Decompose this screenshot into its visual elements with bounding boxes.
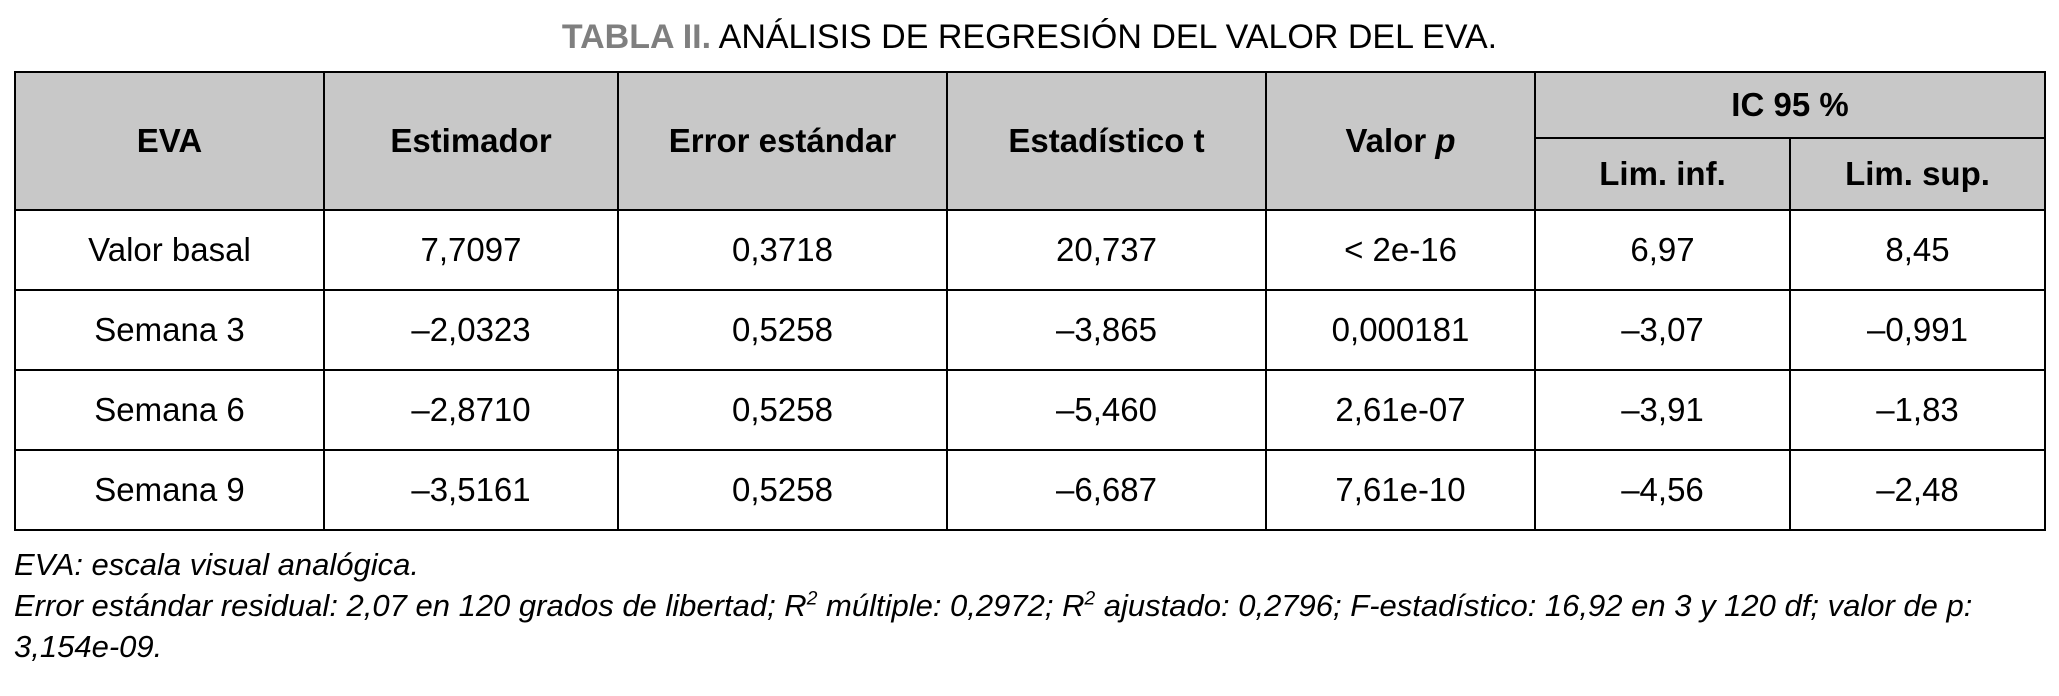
cell-error-estandar: 0,5258 bbox=[618, 290, 947, 370]
header-error-estandar: Error estándar bbox=[618, 72, 947, 210]
footnote-statistics bbox=[14, 586, 2046, 668]
cell-lim-inf: –3,91 bbox=[1535, 370, 1790, 450]
cell-valor-p: < 2e-16 bbox=[1266, 210, 1535, 290]
header-estadistico-t: Estadístico t bbox=[947, 72, 1266, 210]
cell-valor-p: 0,000181 bbox=[1266, 290, 1535, 370]
footnote-abbreviation: EVA: escala visual analógica. bbox=[14, 547, 419, 583]
footnote-stats-part3: ajustado: 0,2796; F-estadístico: 16,92 en 3 y 120 df; valor de p: 3,154e-09. bbox=[14, 588, 1973, 664]
cell-error-estandar: 0,5258 bbox=[618, 450, 947, 530]
cell-lim-sup: –1,83 bbox=[1790, 370, 2045, 450]
cell-eva: Semana 9 bbox=[15, 450, 324, 530]
footnote-superscript-r2-b: 2 bbox=[1084, 588, 1096, 610]
header-row-primary bbox=[15, 72, 2045, 138]
cell-eva: Semana 6 bbox=[15, 370, 324, 450]
cell-estimador: –3,5161 bbox=[324, 450, 618, 530]
table-row bbox=[15, 210, 2045, 290]
table-body bbox=[15, 210, 2045, 530]
header-eva: EVA bbox=[15, 72, 324, 210]
cell-estimador: –2,8710 bbox=[324, 370, 618, 450]
cell-estadistico-t: –5,460 bbox=[947, 370, 1266, 450]
cell-eva: Valor basal bbox=[15, 210, 324, 290]
cell-error-estandar: 0,5258 bbox=[618, 370, 947, 450]
footnote-superscript-r2-a: 2 bbox=[806, 588, 818, 610]
table-row bbox=[15, 290, 2045, 370]
cell-lim-sup: –0,991 bbox=[1790, 290, 2045, 370]
header-valor-p-prefix: Valor bbox=[1345, 122, 1436, 160]
cell-estadistico-t: –3,865 bbox=[947, 290, 1266, 370]
table-caption bbox=[14, 10, 2045, 71]
footnote-stats-part1: Error estándar residual: 2,07 en 120 grados de libertad; R bbox=[14, 588, 807, 623]
cell-estimador: –2,0323 bbox=[324, 290, 618, 370]
cell-lim-inf: 6,97 bbox=[1535, 210, 1790, 290]
caption-label: TABLA II. bbox=[561, 18, 712, 56]
table-row bbox=[15, 370, 2045, 450]
header-valor-p bbox=[1266, 72, 1535, 210]
table-footnotes bbox=[14, 531, 2046, 668]
cell-estadistico-t: 20,737 bbox=[947, 210, 1266, 290]
header-lim-inf: Lim. inf. bbox=[1535, 138, 1790, 210]
header-estimador: Estimador bbox=[324, 72, 618, 210]
header-ic-95: IC 95 % bbox=[1535, 72, 2045, 138]
caption-text: ANÁLISIS DE REGRESIÓN DEL VALOR DEL EVA. bbox=[711, 18, 1498, 56]
cell-error-estandar: 0,3718 bbox=[618, 210, 947, 290]
cell-lim-inf: –4,56 bbox=[1535, 450, 1790, 530]
cell-lim-sup: –2,48 bbox=[1790, 450, 2045, 530]
cell-valor-p: 2,61e-07 bbox=[1266, 370, 1535, 450]
cell-estimador: 7,7097 bbox=[324, 210, 618, 290]
header-valor-p-symbol: p bbox=[1435, 122, 1456, 160]
cell-eva: Semana 3 bbox=[15, 290, 324, 370]
table-head bbox=[15, 72, 2045, 210]
cell-lim-sup: 8,45 bbox=[1790, 210, 2045, 290]
cell-lim-inf: –3,07 bbox=[1535, 290, 1790, 370]
cell-valor-p: 7,61e-10 bbox=[1266, 450, 1535, 530]
footnote-stats-part2: múltiple: 0,2972; R bbox=[817, 588, 1085, 623]
header-lim-sup: Lim. sup. bbox=[1790, 138, 2045, 210]
cell-estadistico-t: –6,687 bbox=[947, 450, 1266, 530]
table-row bbox=[15, 450, 2045, 530]
regression-table bbox=[14, 71, 2046, 531]
